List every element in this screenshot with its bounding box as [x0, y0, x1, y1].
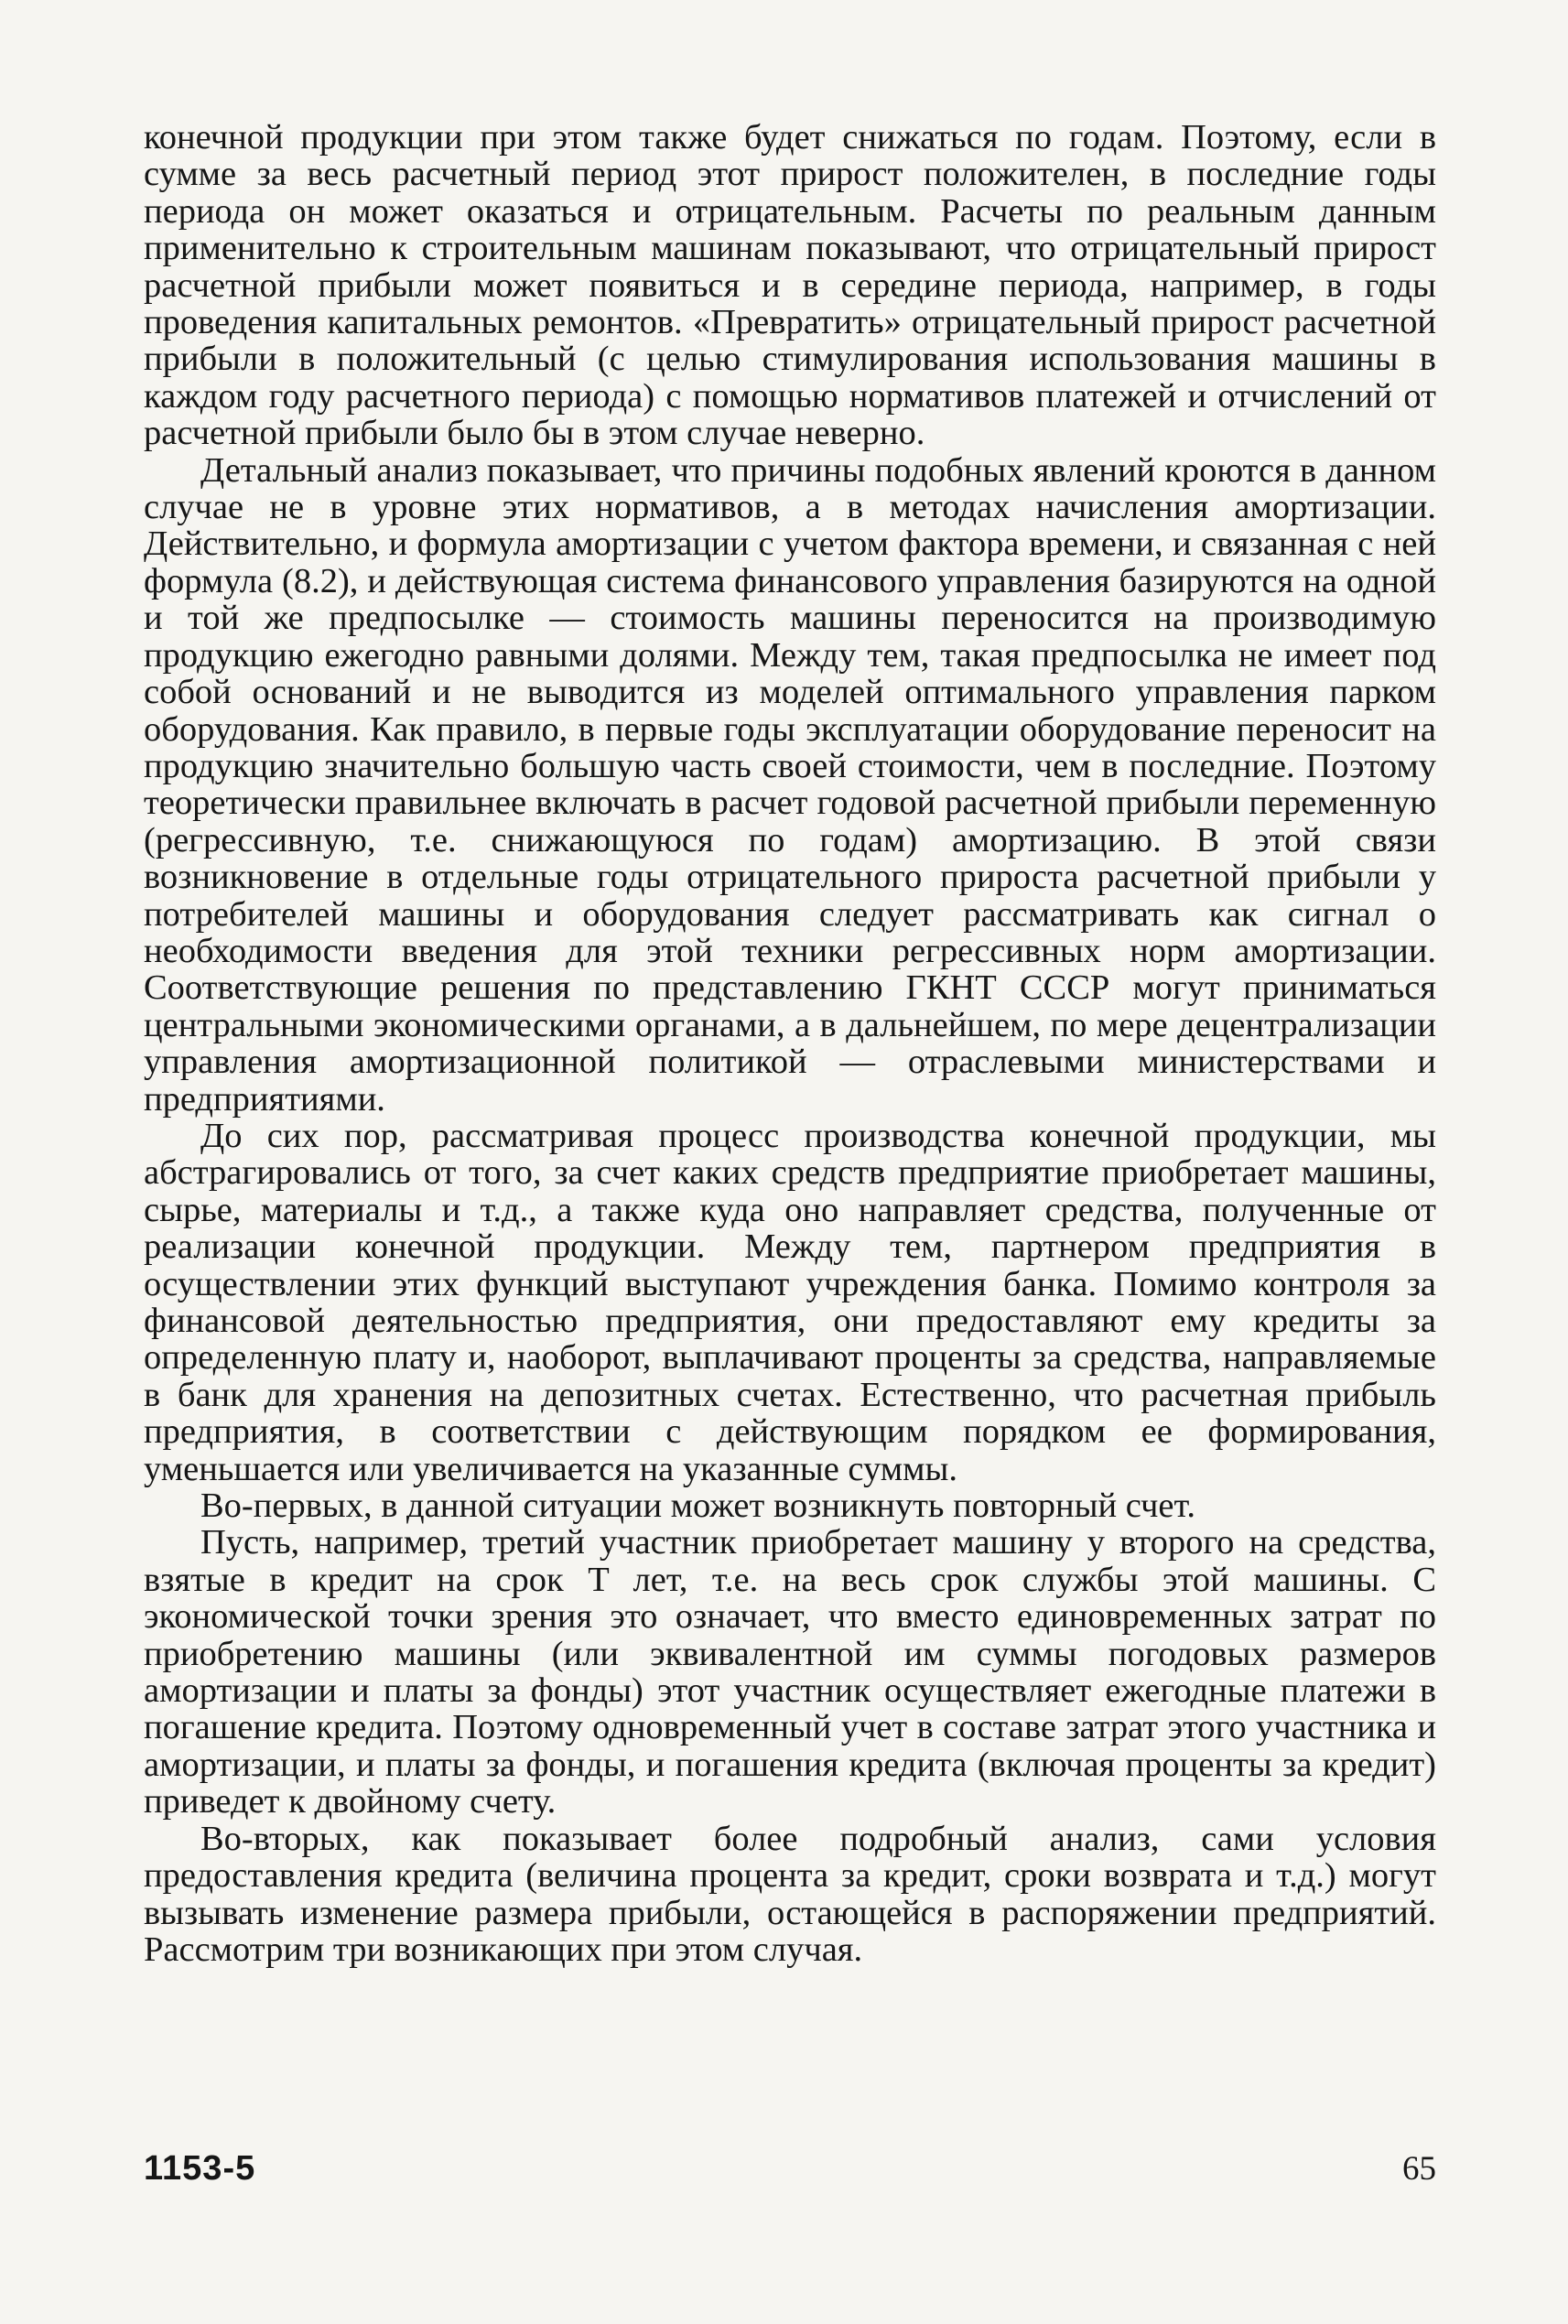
page-number: 65 [1402, 2150, 1436, 2188]
paragraph-6: Во-вторых, как показывает более подробный анализ, сами условия предоставления кредита (величина процента за кредит, сроки возврата и т.д.) могут вызывать изменение размера прибыли, остающейся в распоряжении предприятий. Рассмотрим три возникающих при этом случая. [144, 1819, 1436, 1969]
paragraph-3: До сих пор, рассматривая процесс производства конечной продукции, мы абстрагировались от того, за счет каких средств предприятие приобретает машины, сырье, материалы и т.д., а также куда оно направляет средства, полученные от реализации конечной продукции. Между тем, партнером предприятия в осуществлении этих функций выступают учреждения банка. Помимо контроля за финансовой деятельностью предприятия, они предоставляют ему кредиты за определенную плату и, наоборот, выплачивают проценты за средства, направляемые в банк для хранения на депозитных счетах. Естественно, что расчетная прибыль предприятия, в соответствии с действующим порядком ее формирования, уменьшается или увеличивается на указанные суммы. [144, 1116, 1436, 1488]
printer-signature-mark: 1153-5 [144, 2149, 256, 2188]
paragraph-2: Детальный анализ показывает, что причины подобных явлений кроются в данном случае не в уровне этих нормативов, а в методах начисления амортизации. Действительно, и формула амортизации с учетом фактора времени, и связанная с ней формула (8.2), и действующая система финансового управления базируются на одной и той же предпосылке — стоимость машины переносится на производимую продукцию ежегодно равными долями. Между тем, такая предпосылка не имеет под собой оснований и не выводится из моделей оптимального управления парком оборудования. Как правило, в первые годы эксплуатации оборудование переносит на продукцию значительно большую часть своей стоимости, чем в последние. Поэтому теоретически правильнее включать в расчет годовой расчетной прибыли переменную (регрессивную, т.е. снижающуюся по годам) амортизацию. В этой связи возникновение в отдельные годы отрицательного прироста расчетной прибыли у потребителей машины и оборудования следует рассматривать как сигнал о необходимости введения для этой техники регрессивных норм амортизации. Соответствующие решения по представлению ГКНТ СССР могут приниматься центральными экономическими органами, а в дальнейшем, по мере децентрализации управления амортизационной политикой — отраслевыми министерствами и предприятиями. [144, 450, 1436, 1119]
paragraph-1: конечной продукции при этом также будет снижаться по годам. Поэтому, если в сумме за весь расчетный период этот прирост положителен, в последние годы периода он может оказаться и отрицательным. Расчеты по реальным данным применительно к строительным машинам показывают, что отрицательный прирост расчетной прибыли может появиться и в середине периода, например, в годы проведения капитальных ремонтов. «Превратить» отрицательный прирост расчетной прибыли в положительный (с целью стимулирования использования машины в каждом году расчетного периода) с помощью нормативов платежей и отчислений от расчетной прибыли было бы в этом случае неверно. [144, 118, 1436, 453]
paragraph-4: Во-первых, в данной ситуации может возникнуть повторный счет. [200, 1486, 1196, 1526]
paragraph-5: Пусть, например, третий участник приобретает машину у второго на средства, взятые в кредит на срок T лет, т.е. на весь срок службы этой машины. С экономической точки зрения это означает, что вместо единовременных затрат по приобретению машины (или эквивалентной им суммы погодовых размеров амортизации и платы за фонды) этот участник осуществляет ежегодные платежи в погашение кредита. Поэтому одновременный учет в составе затрат этого участника и амортизации, и платы за фонды, и погашения кредита (включая проценты за кредит) приведет к двойному счету. [144, 1523, 1436, 1821]
text-column [144, 119, 1436, 1968]
page-footer [144, 2149, 1436, 2195]
